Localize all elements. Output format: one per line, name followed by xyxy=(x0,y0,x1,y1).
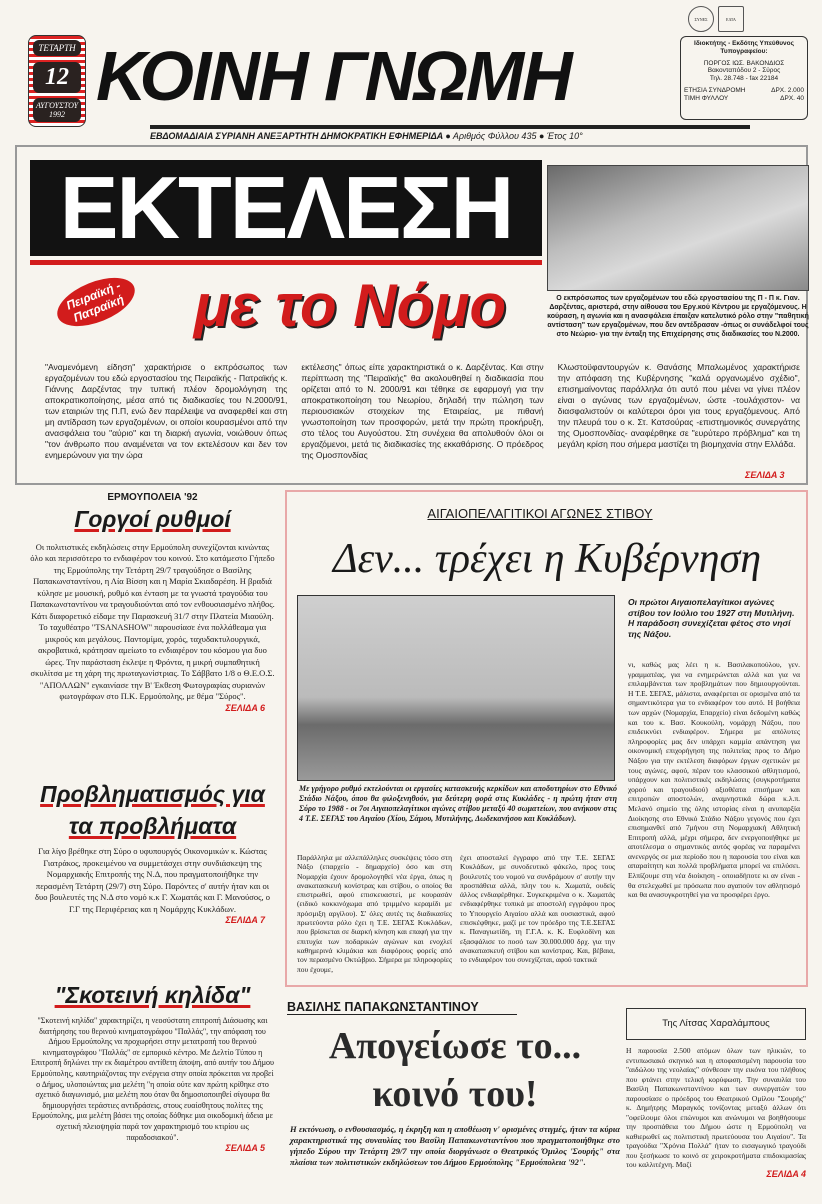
elta-stamp-icon: ΕΛΤΑ xyxy=(718,6,744,32)
pole-vault-photo xyxy=(297,595,615,781)
publisher-phone: Τηλ. 28.748 - fax 22184 xyxy=(709,75,779,83)
issue-number: ● Αριθμός Φύλλου 435 ● Έτος 10° xyxy=(445,131,583,141)
concert-headline: Απογείωσε το... κοινό του! xyxy=(328,1025,582,1115)
page-ref-4[interactable]: ΣΕΛΙΔΑ 4 xyxy=(766,1168,806,1179)
lead-column: εκτέλεσης" όπως είπε χαρακτηριστικά ο κ. Δαρζέντας. Και στην περίπτωση της "Πειραϊκής" θα ακολουθηθεί η διαδικασία που ορίζεται από το Ν. 2000/91 και τέθηκε σε εφαρμογή για την αποκρατικοποίηση του Νεωρίου, δηλαδή την πώληση των περιουσιακών στοιχείων της Εταιρείας, με πιθανή γνωστοποίηση των προσφορών, μετά την πρώτη προκήρυξη, στο τέλος του Αυγούστου. Στη συνέχεια θα απολυθούν όλοι οι εργαζόμενοι, μετά τις διαδικασίες της εκκαθάρισης. Ο πρόεδρος της Ομοσπονδίας xyxy=(301,362,544,460)
company-badge: Πειραϊκή - Πατραϊκή xyxy=(50,268,141,336)
lead-column: "Αναμενόμενη είδηση" χαρακτήρισε ο εκπρόσωπος των εργαζομένων του εδώ εργοστασίου της Πειραϊκής - Πατραϊκής κ. Γιάννης Δαρζέντας την τυπική πλέον δρομολόγηση της αποκρατικοποίησης, μέσα από τις διαδικασίες του Ν.2000/91, των εταιριών της Π.Π, ενώ δεν παρέλειψε να αναφερθεί και στη μη αντίδραση των εργαζομένων, οι οποίοι κουρασμένοι από την ανασφάλεια του "αύριο" και τη διαρκή αγωνία, νοιώθουν όπως "τον άνθρωπο που αναμένεται να τον εκτελέσουν και δεν τον ενημερώνουν για την ώρα xyxy=(45,362,288,460)
newspaper-title: ΚΟΙΝΗ ΓΝΩΜΗ xyxy=(96,37,571,115)
page-ref-6[interactable]: ΣΕΛΙΔΑ 6 xyxy=(225,702,265,713)
article-body: Οι πολιτιστικές εκδηλώσεις στην Ερμούπολη συνεχίζονται κινώντας όλο και περισσότερο το ενδιαφέρον του κοινού. Στο κατάμεστο Γήπεδο της Ερμούπολης την Τετάρτη 29/7 τραγούδησε ο Βασίλης Παπακωνσταντίνου, η Λία Βίσση και η Μαρία Σκιαδαρέση. Η βραδιά κύλησε με μουσική, ρυθμό και ένταση με τα γνωστά τραγούδια του Παπακωνσταντίνου να τραγουδιούνται από τον ενθουσιασμένο πλήθος. Κάτι διαφορετικό είδαμε την Παρασκευή 31/7 στην Πλατεία Μιαούλη. Το ταχυθέατρο "TSANASHOW" παρουσίασε ένα πολλάθεαμα για μικρούς και μεγάλους. Παντομίμα, χορός, ταχυδακτυλουργικά, ακροβατικά, κράτησαν αμείωτο το ενδιαφέρον του κόσμου για δυο ώρες. Την παράσταση έκλεψε η Φρόντα, η μικρή συμπαθητική σκυλίτσα με τη χάρη της πρωταγωνίστριας. Το Σάββατο 1/8 ο Θ.Ε.Ο.Σ. "ΑΠΟΛΛΩΝ" εγκαινίασε την Β' Έκθεση Φωτογραφίας συριανών φωτογράφων στο Π.Κ. Ερμούπολης, με θέμα "Σύρος". xyxy=(30,541,275,701)
postal-stamps xyxy=(688,6,756,34)
postal-stamp-icon: ΣΥΝΕΣ xyxy=(688,6,714,32)
month-year: ΑΥΓΟΥΣΤΟΥ 1992 xyxy=(33,98,81,122)
article-headline: Γοργοί ρυθμοί xyxy=(74,505,231,532)
byline: Της Λίτσας Χαραλάμπους xyxy=(626,1008,806,1040)
athletics-headline: Δεν... τρέχει η Κυβέρνηση xyxy=(332,536,762,582)
tagline xyxy=(150,125,750,141)
athletics-intro: Οι πρώτοι Αιγαιοπελαγίτικοι αγώνες στίβου τον Ιούλιο του 1927 στη Μυτιλήνη. Η παράδοση συνεχίζεται φέτος στο νησί της Νάξου. xyxy=(628,597,795,639)
lead-subheadline: με το Νόμο xyxy=(193,272,507,339)
page-ref-5[interactable]: ΣΕΛΙΔΑ 5 xyxy=(225,1143,265,1154)
athletics-body xyxy=(297,853,615,974)
athletics-kicker: ΑΙΓΑΙΟΠΕΛΑΓΙΤΙΚΟΙ ΑΓΩΝΕΣ ΣΤΙΒΟΥ xyxy=(427,506,653,521)
lead-photo-caption: Ο εκπρόσωπος των εργαζομένων του εδώ εργοστασίου της Π - Π κ. Γιαν. Δαρζέντας, αριστερά, στην αίθουσα του Εργ.κού Κέντρου με εργαζόμενους. Η κούραση, η αγωνία και η ανασφάλεια έπαιξαν κατελυτικό ρόλο στην "παθητική αντίσταση" των εργαζομένων, που δεν αντέδρασαν -όπως οι συνάδελφοί τους στο Νεώριο- για την ένταξη της Επιχείρησης στις διαδικασίες του Ν.2000. xyxy=(547,295,809,338)
issue-price: ΔΡΧ. 40 xyxy=(780,94,804,102)
article-body: "Σκοτεινή κηλίδα" χαρακτηρίζει, η νεοσύστατη επιτροπή Διάσωσης και διατήρησης του θερινού κινηματογράφου "Παλλάς", την απόφαση του Δήμου Ερμούπολης να προχωρήσει στην μετατροπή του θερινού κινηματογράφου "Παλλάς" σε εμπορικό κέντρο. Με Δελτίο Τύπου η Επιτροπή δηλώνει την εκ διαμέτρου αντίθετη άποψη, από αυτήν του Δήμου Ερμούπολης, καυτηριάζοντας την ενέργεια στην οποία πρόκειται να προβεί ο Δήμος, υλοποιώντας μια μελέτη "η οποία ούτε καν πρώτη κρίθηκε στο σχετικό διαγωνισμό, μια μελέτη που όταν θα δημοσιοποιηθεί σίγουρα θα δημιουργήσει τεράστιες αντιδράσεις, στους ευαίσθητους πολίτες της Ερμούπολης, μια μελέτη βάσει της οποίας δόθηκε μια οικοδομική άδεια με σχετική πλειοψηφία παρά τον χαρακτηρισμό του κτιρίου ως παραδοσιακού". xyxy=(31,1016,274,1142)
tagline-text: ΕΒΔΟΜΑΔΙΑΙΑ ΣΥΡΙΑΝΗ ΑΝΕΞΑΡΤΗΤΗ ΔΗΜΟΚΡΑΤΙΚΗ ΕΦΗΜΕΡΙΔΑ xyxy=(150,131,443,141)
dark-stain-article xyxy=(30,980,275,1155)
article-kicker: ΕΡΜΟΥΠΟΛΕΙΑ '92 xyxy=(107,492,198,503)
page-ref-7[interactable]: ΣΕΛΙΔΑ 7 xyxy=(225,915,265,925)
article-body: Για λίγο βρέθηκε στη Σύρο ο υφυπουργός Οικονομικών κ. Κώστας Γιατράκος, προκειμένου να συμμετάσχει στην συνδιάσκεψη της Νομαρχιακής Επιτροπής της Ν.Δ, που πραγματοποιήθηκε την περασμένη Τετάρτη (29/7) στη Σύρο. Παρόντες σ' αυτήν ήταν και οι δυο βουλευτές της Ν.Δ στο νομό κ.κ Γ. Χωματάς και Γ. Μανούσος, ο Γ.Γ της Περιφέρειας και η Νομάρχης Κυκλάδων. xyxy=(35,846,270,914)
page-ref-3[interactable]: ΣΕΛΙΔΑ 3 xyxy=(745,470,785,480)
concert-lead: Η εκτόνωση, ο ενθουσιασμός, η έκρηξη και η αποθέωση ν' ορισμένες στιγμές, ήταν τα κύρια χαρακτηριστικά της συναυλίας του Βασίλη Παπακωνσταντίνου που πραγματοποιήθηκε στο γήπεδο Σύρου την Τετάρτη 29/7 την οποία διοργάνωσε ο Θεατρικός Όμιλος 'Σουρής" στα πλαίσια των πολιτιστικών εκδηλώσεων του Δήμου Ερμούπολης "Ερμούπολεια '92". xyxy=(290,1124,620,1167)
publisher-address: Βακονταπόδου 2 - Σύρος xyxy=(707,67,781,75)
subscription-price: ΔΡΧ. 2.000 xyxy=(771,86,804,94)
athletics-photo-caption: Με γρήγορο ρυθμό εκτελούνται οι εργασίες κατασκευής κερκίδων και αποδυτηρίων στο Εθνικό Στάδιο Νάξου, όπου θα φιλοξενηθούν, για δεύτερη φορά στις Κυκλάδες - η πρώτη ήταν στη Σύρο το 1988 - οι 7οι Αιγαιοπελαγίτικοι αγώνες στίβου μεταξύ 40 σωματείων, που ανήκουν στις 4 Τ.Ε. ΣΕΓΑΣ του Αιγαίου (Χίου, Σάμου, Μυτιλήνης, Δωδεκανήσου και Κυκλάδων). xyxy=(299,784,617,823)
athletics-column: έχει αποσταλεί έγγραφο από την Τ.Ε. ΣΕΓΑΣ Κυκλάδων, με συνοδευτικό φάκελο, προς τους βουλευτές του νομού να συνδράμουν σ' αυτήν την προσπάθεια αλλά, πλην του κ. Χωματά, ουδείς άλλος ενδιαφέρθηκε. Συγκεκριμένα ο κ. Χωματάς ενδιαφέρθηκε τυπικά με αποστολή εγγράφου προς το Υπουργείο Αιγαίου αλλά και ουσιαστικά, αφού επισκέφθηκε, μαζί με τον πρόεδρο της Τ.Ε.ΣΕΓΑΣ κ. Παναγιωτίδη, τη Γ.Γ.Α. κ. Κ. Ευφλοδίνη και εξασφάλισε το ποσό των 30.000.000 δρχ. για την ανακατασκευή στίβου και κονίστρας. Και, βέβαια, το ενδιαφέρον του συνεχίζεται, αφού τακτικά xyxy=(460,853,615,965)
publisher-heading: Ιδιοκτήτης - Εκδότης Υπεύθυνος Τυπογραφείου: xyxy=(694,40,794,55)
article-headline: "Σκοτεινή κηλίδα" xyxy=(54,982,251,1008)
date-box xyxy=(28,35,86,127)
concert-body xyxy=(626,1046,806,1179)
weekday: ΤΕΤΑΡΤΗ xyxy=(33,40,81,56)
publisher-name: ΠΟΡΓΟΣ ΙΩΣ. ΒΑΚΟΝΔΙΟΣ xyxy=(703,59,785,67)
concert-text: Η παρουσία 2.500 ατόμων όλων των ηλικιών, το εντυπωσιακό σκηνικό και η αποφασισμένη παρουσία του "αιδώλου της νεολαίας" σύνθεσαν την εικόνα του πλήθους που φτάνει στην τελική κορύφωση. Την συναυλία του Βασίλη Παπακωνσταντίνου και των συνεργατών του παρουσίασε ο πρόεδρος του Θεατρικού Ομίλου "Σουρής" κ. Δημήτρης Μαραγκός τονίζοντας μεταξύ άλλων ότι "οφείλουμε όλοι επώνυμοι και ανώνυμοι να βοηθήσουμε την προσπάθεια του Δήμου ώστε η Ερμούπολη να καθιερωθεί ως πολιτιστική πρωτεύουσα του Αιγαίου". Τα τραγούδια "Χρόνια Πολλά" ήταν το εισαγωγικό τραγούδι που ξεσήκωσε το κοινό σε χειροκροτήματα επιδοκιμασίας του καλλιτέχνη. Μαζί xyxy=(626,1046,806,1169)
athletics-side-column: νι, καθώς μας λέει η κ. Βασιλακοπούλου, γεν. γραμματέας, για να ενημερώνεται αλλά και για να επιλαμβάνεται των προβλημάτων που δημιουργούνται. Η Τ.Ε. ΣΕΓΑΣ, μάλιστα, αναφέρεται σε ορισμένα από τα σημαντικότερα για το ενδιαφέρον του αυτό. Η βοήθεια των αρχών (Νομαρχία, Επαρχείο) είναι δεδομένη καθώς και του κ. Βασ. Κουκούλη, νομάρχη Νάξου, που επιδεικνύει ενδιαφέρον. Σήμερα με απόλυτες πληροφορίες μας δεν υπάρχει καμμία απάντηση για οικονομική επιχορήγηση της πολιτείας προς το Δήμο Νάξου για την εκτέλεση διαφόρων έργων σχετικών με τους αγώνες, αφού, πέραν του κλασσικού αθλητισμού, υπάρχουν και πολιτιστικές εκδηλώσεις (συγκροτήματα χορού και τραγουδιού) αξιοθέατα επισήμων και επιτροπών αποστολών, αναμνηστικά δώρα κ.λ.π. Μελανό σημείο της όλης ιστορίας είναι η ανυπαρξία Διοίκησης στο Εθνικό Στάδιο Νάξου γεγονός που έχει επισημανθεί από 7μήνου στη Νομαρχιακή Αθλητική Επιτροπή αλλά, μέχρι σήμερα, δεν ενεργοποιήθηκε με αποτέλεσμα ο σημαντικός αυτός φορέας να παραμένει ανενεργός σε μια περίοδο που η παρουσία του είναι και απαραίτητη και πολλά προβλήματα μπορεί να επιλύσει. Ελπίζουμε στη νέα διοίκηση - οποιαδήποτε κι αν είναι - θα στελεχωθεί με πρόσωπα που αγαπούν τον αθλητισμό και θα ανασυγκροτηθεί για να προσφέρει έργο. xyxy=(628,660,800,900)
concert-kicker: ΒΑΣΙΛΗΣ ΠΑΠΑΚΩΝΣΤΑΝΤΙΝΟΥ xyxy=(287,1000,517,1015)
price-label: ΤΙΜΗ ΦΥΛΛΟΥ xyxy=(684,94,729,102)
lead-headline: ΕΚΤΕΛΕΣΗ xyxy=(30,160,542,256)
divider xyxy=(30,260,542,265)
subscription-label: ΕΤΗΣΙΑ ΣΥΝΔΡΟΜΗ xyxy=(684,86,746,94)
publisher-info xyxy=(680,36,808,120)
lead-story-body xyxy=(45,362,800,461)
workers-meeting-photo xyxy=(547,165,809,291)
day-number: 12 xyxy=(33,62,81,93)
ermoupoleia-article xyxy=(30,492,275,714)
lead-column: Κλωστοϋφαντουργών κ. Θανάσης Μπαλωμένος χαρακτήρισε την απόφαση της Κυβέρνησης "καλά οργανωμένο σχέδιο", επισημαίνοντας παράλληλα ότι αυτό που μένει να γίνει πλέον είναι ο αγώνας των εργαζομένων, ώστε -τουλάχιστον- να διασφαλιστούν οι καλύτεροι όροι για τους εργαζόμενους. Από την πλευρά του ο κ. Στ. Κατσούρας -επιστημονικός συνεργάτης της Ομοσπονδίας- αναφέρθηκε σε "ευρύτερο πρόβλημα" και τη μεγάλη κρίση που σήμερα μαστίζει τη βιομηχανία στην Ελλάδα. xyxy=(557,362,800,449)
article-headline: Προβληματισμός για τα προβλήματα xyxy=(40,781,265,839)
problems-article xyxy=(30,778,275,927)
athletics-column: Παράλληλα με αλλεπάλληλες συσκέψεις τόσο στη Νάξο (επαρχείο - δημαρχείο) όσο και στη Νομαρχία έχουν δρομολογηθεί νέα έργα, όπως η ανακατασκευή κονίστρας και στίβου, ο οποίος θα επιστρωθεί, αφού επισκευαστεί, με κουρασάν (ειδικό κοκκινόχωμα από τριμμένο κεραμίδι με πρόσμιξη αργίλου). Σ' όλες αυτές τις διαδικασίες πρωτεύοντα ρόλο έχει η Τ.Ε. ΣΕΓΑΣ Κυκλάδων, που βρίσκεται σε διαρκή κίνηση και επαφή για την επιτυχία των ποδαρικών αγώνων και ενοχλεί καθημερινά κλιμάκια και διαφόρους φορείς από τον περασμένο Οκτώβριο. Σήμερα με πληροφορίες που έχουμε, xyxy=(297,853,452,974)
